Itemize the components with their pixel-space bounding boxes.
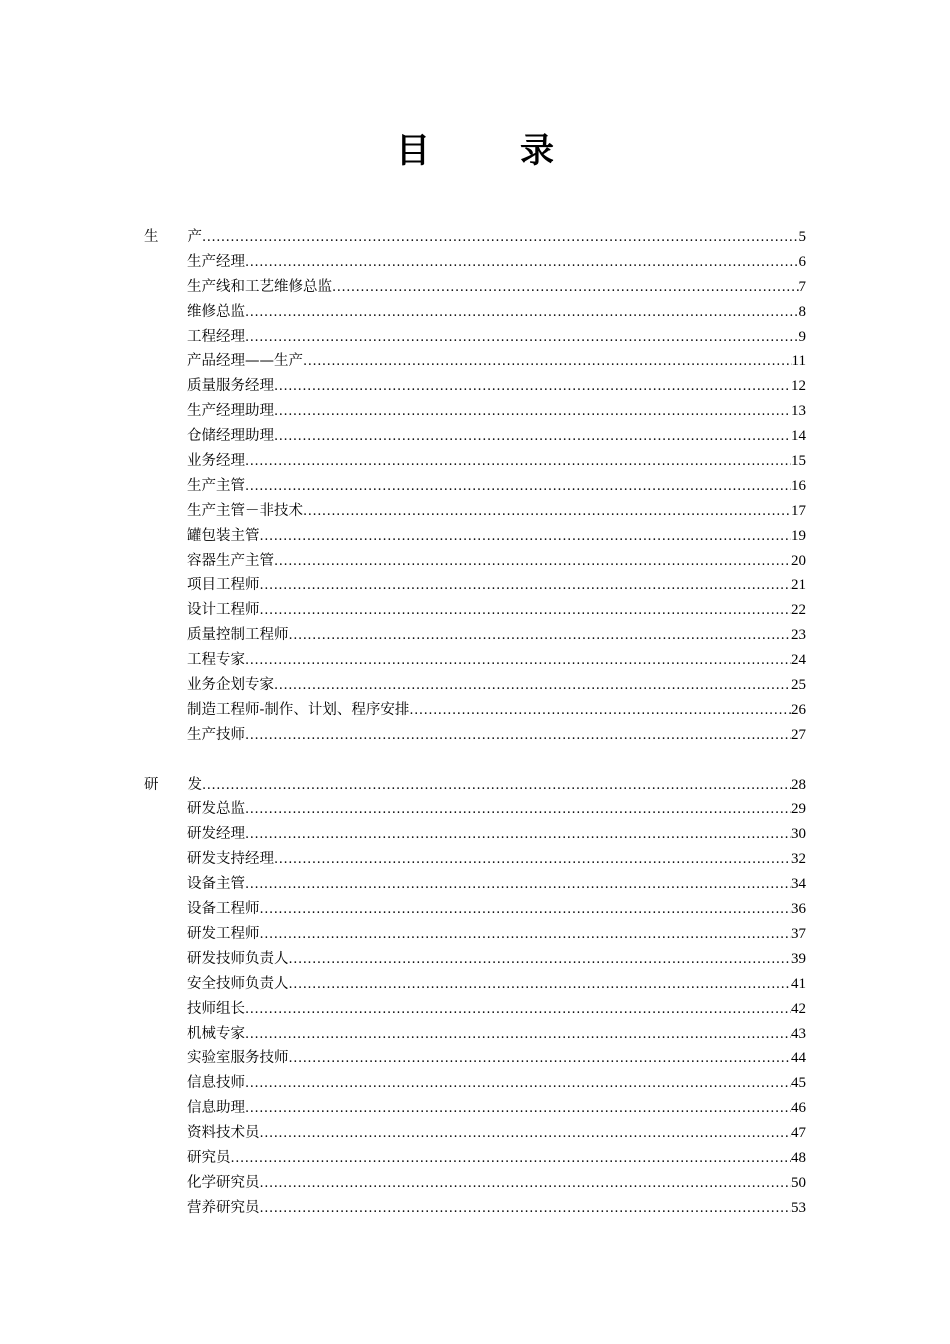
toc-page-number: 26 — [791, 701, 806, 718]
toc-page-number: 44 — [791, 1050, 806, 1067]
toc-section-label: 生 产 — [144, 229, 202, 245]
toc-page-number: 39 — [791, 950, 806, 967]
toc-entry[interactable] — [0, 797, 806, 822]
dot-leader — [289, 948, 792, 973]
toc-entry-label: 工程经理 — [187, 328, 245, 345]
toc-entry[interactable] — [0, 972, 806, 997]
toc-entry[interactable] — [0, 947, 806, 972]
toc-entry-label: 设计工程师 — [187, 602, 260, 619]
toc-entry[interactable] — [0, 250, 806, 275]
dot-leader — [409, 699, 791, 724]
dot-leader — [245, 1023, 791, 1048]
toc-page-number: 30 — [791, 826, 806, 843]
dot-leader — [245, 475, 791, 500]
dot-leader — [245, 450, 791, 475]
toc-section-entry[interactable] — [0, 773, 806, 798]
toc-entry-label: 生产线和工艺维修总监 — [187, 278, 332, 295]
toc-entry-label: 工程专家 — [187, 652, 245, 669]
toc-page-number: 24 — [791, 652, 806, 669]
dot-leader — [260, 1122, 792, 1147]
toc-section-entry[interactable] — [0, 225, 806, 250]
dot-leader — [289, 1047, 792, 1072]
toc-page-number: 22 — [791, 602, 806, 619]
toc-entry[interactable] — [0, 399, 806, 424]
toc-page-number: 36 — [791, 901, 806, 918]
toc-entry-label: 仓储经理助理 — [187, 428, 274, 445]
toc-page-number: 9 — [798, 328, 806, 345]
toc-entry-label: 研发工程师 — [187, 925, 260, 942]
toc-entry-label: 研发经理 — [187, 826, 245, 843]
dot-leader — [260, 898, 792, 923]
table-of-contents — [0, 225, 950, 1221]
toc-entry[interactable] — [0, 275, 806, 300]
toc-entry[interactable] — [0, 1121, 806, 1146]
toc-page-number: 20 — [791, 552, 806, 569]
toc-page-number: 19 — [791, 527, 806, 544]
toc-entry[interactable] — [0, 1146, 806, 1171]
dot-leader — [274, 375, 791, 400]
toc-entry-label: 质量控制工程师 — [187, 627, 289, 644]
toc-page-number: 50 — [791, 1174, 806, 1191]
dot-leader — [260, 525, 792, 550]
toc-entry[interactable] — [0, 897, 806, 922]
toc-page-number: 14 — [791, 428, 806, 445]
toc-entry-label: 设备工程师 — [187, 901, 260, 918]
toc-page-number: 17 — [791, 502, 806, 519]
dot-leader — [202, 774, 791, 799]
toc-entry[interactable] — [0, 1096, 806, 1121]
dot-leader — [260, 599, 792, 624]
toc-page-number: 23 — [791, 627, 806, 644]
toc-entry-label: 设备主管 — [187, 876, 245, 893]
toc-entry-label: 维修总监 — [187, 303, 245, 320]
dot-leader — [245, 649, 791, 674]
toc-entry-label: 信息技师 — [187, 1075, 245, 1092]
toc-page-number: 16 — [791, 477, 806, 494]
toc-entry[interactable] — [0, 598, 806, 623]
toc-page-number: 37 — [791, 925, 806, 942]
toc-entry-label: 研发总监 — [187, 801, 245, 818]
toc-page-number: 42 — [791, 1000, 806, 1017]
toc-entry-label: 研究员 — [187, 1149, 231, 1166]
dot-leader — [245, 1097, 791, 1122]
toc-entry[interactable] — [0, 449, 806, 474]
dot-leader — [274, 400, 791, 425]
toc-page-number: 45 — [791, 1075, 806, 1092]
dot-leader — [260, 574, 792, 599]
dot-leader — [260, 923, 792, 948]
section-spacer — [0, 748, 950, 773]
dot-leader — [245, 301, 799, 326]
toc-page-number: 29 — [791, 801, 806, 818]
dot-leader — [202, 226, 799, 251]
dot-leader — [274, 848, 791, 873]
dot-leader — [245, 724, 791, 749]
toc-entry[interactable] — [0, 698, 806, 723]
toc-page-number: 34 — [791, 876, 806, 893]
toc-page-number: 27 — [791, 726, 806, 743]
dot-leader — [274, 674, 791, 699]
dot-leader — [245, 798, 791, 823]
dot-leader — [260, 1197, 792, 1222]
toc-entry-label: 实验室服务技师 — [187, 1050, 289, 1067]
toc-entry[interactable] — [0, 573, 806, 598]
toc-entry-label: 质量服务经理 — [187, 378, 274, 395]
toc-entry[interactable] — [0, 1171, 806, 1196]
toc-entry-label: 研发支持经理 — [187, 851, 274, 868]
toc-page-number: 25 — [791, 677, 806, 694]
toc-entry[interactable] — [0, 623, 806, 648]
toc-entry[interactable] — [0, 524, 806, 549]
toc-entry-label: 项目工程师 — [187, 577, 260, 594]
toc-entry[interactable] — [0, 325, 806, 350]
toc-entry-label: 生产主管－非技术 — [187, 502, 303, 519]
dot-leader — [289, 624, 792, 649]
toc-entry[interactable] — [0, 847, 806, 872]
toc-entry-label: 制造工程师-制作、计划、程序安排 — [187, 701, 410, 718]
toc-entry-label: 业务经理 — [187, 453, 245, 470]
toc-entry[interactable] — [0, 922, 806, 947]
toc-entry-label: 机械专家 — [187, 1025, 245, 1042]
toc-entry-label: 业务企划专家 — [187, 677, 274, 694]
toc-entry[interactable] — [0, 1071, 806, 1096]
dot-leader — [274, 550, 791, 575]
toc-entry[interactable] — [0, 1046, 806, 1071]
toc-page-number: 13 — [791, 403, 806, 420]
toc-entry-label: 生产经理 — [187, 253, 245, 270]
toc-entry-label: 生产主管 — [187, 477, 245, 494]
toc-entry[interactable] — [0, 300, 806, 325]
dot-leader — [303, 500, 791, 525]
toc-entry[interactable] — [0, 549, 806, 574]
dot-leader — [245, 998, 791, 1023]
dot-leader — [274, 425, 791, 450]
toc-page-number: 53 — [791, 1199, 806, 1216]
dot-leader — [245, 1072, 791, 1097]
toc-entry[interactable] — [0, 474, 806, 499]
page-title: 目 录 — [396, 131, 582, 171]
toc-entry[interactable] — [0, 673, 806, 698]
toc-page-number: 32 — [791, 851, 806, 868]
toc-entry[interactable] — [0, 499, 806, 524]
toc-entry-label: 营养研究员 — [187, 1199, 260, 1216]
toc-entry[interactable] — [0, 648, 806, 673]
toc-page-number: 12 — [791, 378, 806, 395]
toc-entry-label: 产品经理——生产 — [187, 353, 303, 370]
toc-page-number: 48 — [791, 1149, 806, 1166]
toc-entry-label: 研发技师负责人 — [187, 950, 289, 967]
toc-page-number: 8 — [798, 303, 806, 320]
toc-page-number: 5 — [798, 229, 806, 245]
dot-leader — [260, 1172, 792, 1197]
dot-leader — [332, 276, 799, 301]
toc-page-number: 41 — [791, 975, 806, 992]
toc-entry-label: 生产经理助理 — [187, 403, 274, 420]
toc-entry-label: 信息助理 — [187, 1100, 245, 1117]
toc-page-number: 15 — [791, 453, 806, 470]
toc-entry[interactable] — [0, 1022, 806, 1047]
toc-entry[interactable] — [0, 997, 806, 1022]
toc-section-label: 研 发 — [144, 776, 202, 793]
toc-page-number: 6 — [798, 253, 806, 270]
toc-entry-label: 安全技师负责人 — [187, 975, 289, 992]
toc-entry-label: 技师组长 — [187, 1000, 245, 1017]
toc-page-number: 11 — [791, 353, 806, 370]
toc-entry[interactable] — [0, 872, 806, 897]
toc-entry-label: 资料技术员 — [187, 1125, 260, 1142]
toc-entry[interactable] — [0, 349, 806, 374]
dot-leader — [245, 873, 791, 898]
dot-leader — [245, 823, 791, 848]
toc-page-number: 46 — [791, 1100, 806, 1117]
dot-leader — [245, 326, 799, 351]
toc-entry[interactable] — [0, 1196, 806, 1221]
toc-entry-label: 生产技师 — [187, 726, 245, 743]
toc-page-number: 47 — [791, 1125, 806, 1142]
toc-entry-label: 化学研究员 — [187, 1174, 260, 1191]
toc-page-number: 43 — [791, 1025, 806, 1042]
toc-page-number: 7 — [798, 278, 806, 295]
dot-leader — [289, 973, 792, 998]
toc-entry-label: 罐包装主管 — [187, 527, 260, 544]
toc-entry[interactable] — [0, 822, 806, 847]
toc-page-number: 21 — [791, 577, 806, 594]
toc-entry[interactable] — [0, 723, 806, 748]
toc-entry[interactable] — [0, 424, 806, 449]
dot-leader — [245, 251, 799, 276]
toc-page-number: 28 — [791, 776, 806, 793]
toc-entry[interactable] — [0, 374, 806, 399]
dot-leader — [303, 350, 792, 375]
dot-leader — [231, 1147, 792, 1172]
toc-entry-label: 容器生产主管 — [187, 552, 274, 569]
